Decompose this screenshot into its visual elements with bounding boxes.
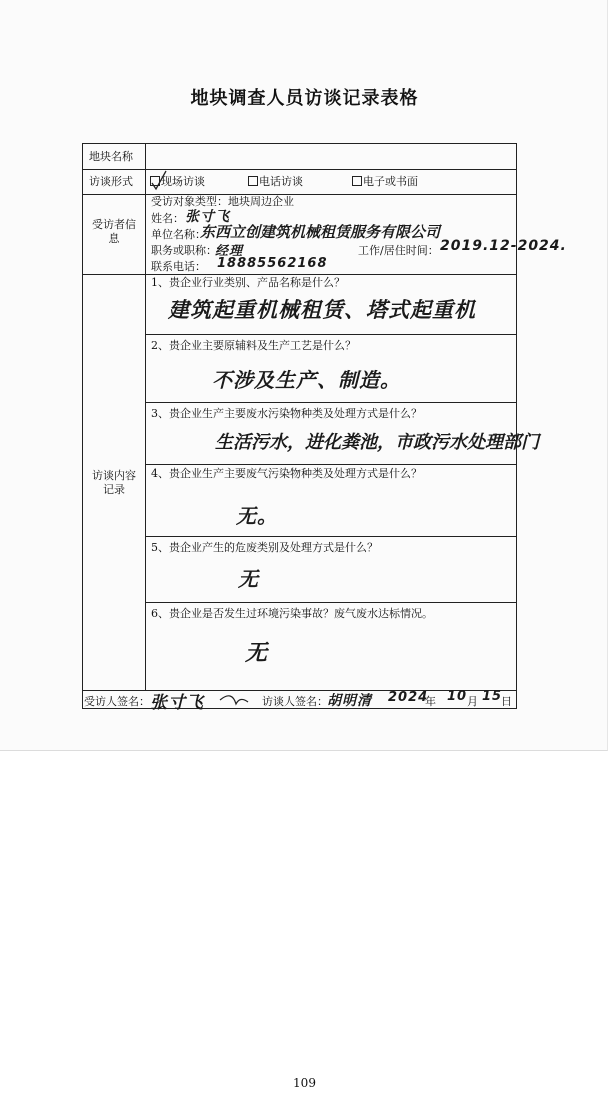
month-unit: 月	[467, 695, 478, 708]
phone-label: 联系电话：	[151, 260, 206, 273]
checkbox-icon	[352, 176, 362, 186]
interviewee-signature-label: 受访人签名：	[84, 695, 150, 708]
question-1: 1、贵企业行业类别、产品名称是什么？	[151, 276, 345, 289]
question-5: 5、贵企业产生的危废类别及处理方式是什么？	[151, 541, 378, 554]
checkbox-icon	[248, 176, 258, 186]
parcel-name-label: 地块名称	[89, 150, 133, 163]
page-number: 109	[293, 1076, 316, 1090]
interviewee-type: 受访对象类型：地块周边企业	[151, 195, 294, 208]
phone-value: 18885562168	[217, 256, 328, 271]
interviewee-name: 张寸飞	[185, 209, 230, 225]
interviewer-signature: 胡明清	[327, 693, 372, 709]
interviewer-signature-label: 访谈人签名：	[262, 695, 328, 708]
interview-content-label: 访谈内容记录	[92, 469, 136, 496]
sign-year: 2024	[388, 690, 429, 705]
interviewee-info-label: 受访者信息	[92, 218, 136, 245]
question-6: 6、贵企业是否发生过环境污染事故？废气废水达标情况。	[151, 607, 433, 620]
unit-name: 东西立创建筑机械租赁服务有限公司	[200, 223, 441, 241]
answer-2: 不涉及生产、制造。	[212, 368, 401, 392]
worktime-value: 2019.12-2024.	[440, 238, 567, 254]
sign-month: 10	[447, 689, 468, 704]
year-unit: 年	[425, 695, 436, 708]
format-option-written: 电子或书面	[352, 175, 418, 189]
name-label: 姓名：	[151, 212, 184, 225]
answer-6: 无	[245, 641, 269, 666]
format-option-onsite: 现场访谈	[150, 175, 205, 189]
answer-5: 无	[238, 567, 259, 591]
signature-flourish	[220, 696, 248, 704]
worktime-label: 工作/居住时间：	[358, 244, 439, 257]
answer-3: 生活污水，进化粪池，市政污水处理部门	[215, 432, 539, 453]
question-2: 2、贵企业主要原辅料及生产工艺是什么？	[151, 339, 356, 352]
unit-label: 单位名称：	[151, 228, 206, 241]
day-unit: 日	[501, 695, 512, 708]
form-title: 地块调查人员访谈记录表格	[190, 88, 419, 109]
answer-1: 建筑起重机械租赁、塔式起重机	[168, 298, 476, 322]
sign-day: 15	[482, 689, 503, 704]
interviewee-signature: 张寸飞	[150, 693, 204, 713]
question-3: 3、贵企业生产主要废水污染物种类及处理方式是什么？	[151, 407, 422, 420]
checkbox-icon	[150, 176, 160, 186]
position-label: 职务或职称：	[151, 244, 217, 257]
interview-format-label: 访谈形式	[89, 175, 133, 188]
format-option-phone: 电话访谈	[248, 175, 303, 189]
question-4: 4、贵企业生产主要废气污染物种类及处理方式是什么？	[151, 467, 422, 480]
position-value: 经理	[215, 244, 244, 259]
answer-4: 无。	[236, 504, 278, 528]
